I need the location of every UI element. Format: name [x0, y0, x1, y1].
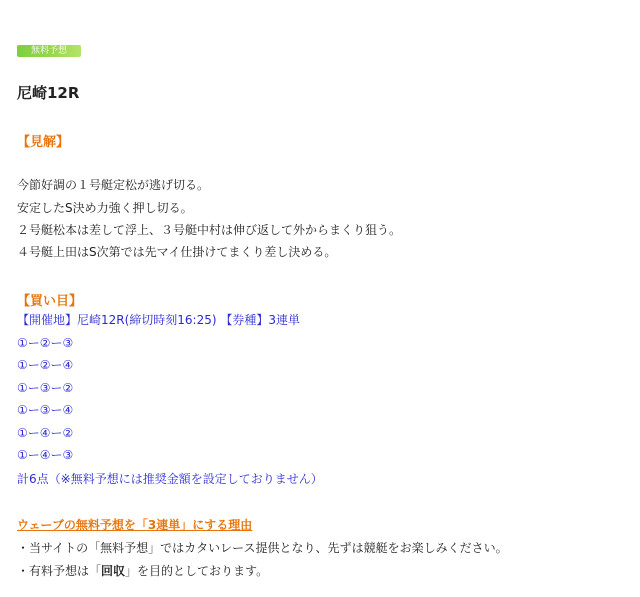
bet-combination: ①ー③ー② [17, 381, 74, 395]
reason-suffix: 」を目的としております。 [125, 564, 269, 578]
opinion-line: 今節好調の１号艇定松が逃げ切る。 [17, 178, 210, 192]
bet-combination: ①ー④ー③ [17, 448, 74, 462]
reason-prefix: ・有料予想は「 [17, 564, 102, 578]
race-info: 【開催地】尼崎12R(締切時刻16:25) 【券種】3連単 [17, 313, 301, 327]
bets-heading: 【買い目】 [17, 294, 83, 309]
bet-combination: ①ー②ー④ [17, 358, 74, 372]
opinion-line: ２号艇松本は差して浮上、３号艇中村は伸び返して外からまくり狙う。 [17, 223, 402, 237]
opinion-heading: 【見解】 [17, 135, 70, 150]
opinion-line: 安定したS決め力強く押し切る。 [17, 201, 193, 215]
opinion-line: ４号艇上田はS次第では先マイ仕掛けてまくり差し決める。 [17, 245, 337, 259]
race-title: 尼崎12R [17, 84, 80, 102]
reason-heading-link[interactable]: ウェーブの無料予想を「3連単」にする理由 [17, 518, 253, 532]
reason-line [17, 563, 268, 579]
bet-combination: ①ー④ー② [17, 426, 74, 440]
bet-combination: ①ー②ー③ [17, 336, 74, 350]
bet-combination: ①ー③ー④ [17, 403, 74, 417]
bet-total: 計6点（※無料予想には推奨金額を設定しておりません） [17, 472, 323, 486]
reason-line: ・当サイトの「無料予想」ではカタいレース提供となり、先ずは競艇をお楽しみください。 [17, 541, 508, 555]
free-prediction-badge: 無料予想 [17, 45, 81, 57]
reason-emphasis: 回収 [101, 564, 126, 578]
